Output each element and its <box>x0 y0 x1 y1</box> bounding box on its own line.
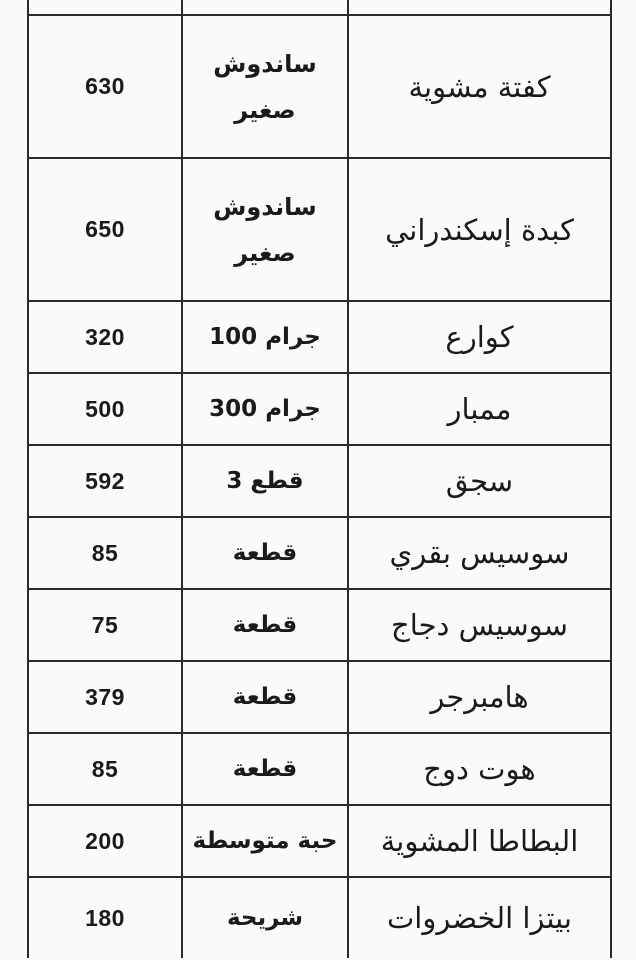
quantity-cell <box>182 373 348 445</box>
table-row-partial-top <box>28 0 611 15</box>
calories-value: 85 <box>91 539 119 566</box>
calories-value: 650 <box>85 216 125 242</box>
quantity-value: 300 جرام <box>209 396 321 422</box>
food-cell <box>348 158 611 301</box>
quantity-cell <box>182 15 348 158</box>
calories-cell <box>28 733 182 805</box>
food-name: البطاطا المشوية <box>380 824 579 858</box>
food-cell <box>348 373 611 445</box>
food-name: سوسيس بقري <box>389 536 570 570</box>
calories-cell <box>28 517 182 589</box>
quantity-cell <box>182 877 348 958</box>
calories-value: 180 <box>85 904 125 931</box>
calories-cell <box>28 158 182 301</box>
quantity-cell <box>182 445 348 517</box>
quantity-cell <box>182 158 348 301</box>
quantity-value: ساندوش صغير <box>213 49 317 124</box>
table-row <box>28 805 611 877</box>
food-name: هامبرجر <box>430 680 529 714</box>
quantity-cell <box>182 661 348 733</box>
food-cell <box>348 733 611 805</box>
calories-cell <box>28 301 182 373</box>
table-row <box>28 517 611 589</box>
calories-cell <box>28 445 182 517</box>
quantity-value: قطعة <box>232 756 298 782</box>
food-name: هوت دوج <box>423 752 536 786</box>
quantity-value: قطعة <box>232 540 298 566</box>
table-row <box>28 445 611 517</box>
quantity-value: حبة متوسطة <box>192 828 338 854</box>
calories-cell <box>28 805 182 877</box>
quantity-value: قطعة <box>232 684 298 710</box>
food-name: ممبار <box>447 392 512 426</box>
food-cell <box>348 301 611 373</box>
calories-value: 592 <box>85 467 125 494</box>
food-cell <box>348 589 611 661</box>
table-row <box>28 661 611 733</box>
quantity-cell <box>182 733 348 805</box>
food-name: كبدة إسكندراني <box>385 212 574 247</box>
calories-value: 85 <box>91 755 119 782</box>
table-row <box>28 589 611 661</box>
table-row <box>28 15 611 158</box>
table-row <box>28 158 611 301</box>
food-cell <box>348 517 611 589</box>
quantity-value: 3 قطع <box>226 468 304 494</box>
quantity-cell <box>182 805 348 877</box>
calories-cell <box>28 877 182 958</box>
calories-value: 75 <box>91 611 119 638</box>
food-cell <box>348 805 611 877</box>
food-cell <box>348 661 611 733</box>
food-name: كوارع <box>445 320 514 354</box>
food-cell <box>348 877 611 958</box>
quantity-value: ساندوش صغير <box>213 192 317 267</box>
quantity-value: 100 جرام <box>209 324 321 350</box>
calories-value: 500 <box>85 395 125 422</box>
calories-value: 630 <box>85 73 125 99</box>
calorie-table <box>27 0 612 958</box>
table-row <box>28 373 611 445</box>
food-cell <box>348 445 611 517</box>
calories-cell <box>28 661 182 733</box>
food-cell <box>348 15 611 158</box>
table-row <box>28 733 611 805</box>
calories-value: 200 <box>85 827 125 854</box>
food-name: بيتزا الخضروات <box>387 901 572 935</box>
food-name: سجق <box>445 464 514 498</box>
calories-cell <box>28 373 182 445</box>
calories-value: 379 <box>85 683 125 710</box>
food-name: كفتة مشوية <box>408 69 551 104</box>
calories-cell <box>28 589 182 661</box>
quantity-cell <box>182 301 348 373</box>
quantity-value: شريحة <box>226 905 304 931</box>
quantity-cell <box>182 517 348 589</box>
quantity-cell <box>182 589 348 661</box>
table-row <box>28 877 611 958</box>
table-row <box>28 301 611 373</box>
food-name: سوسيس دجاج <box>391 608 568 642</box>
quantity-value: قطعة <box>232 612 298 638</box>
calories-value: 320 <box>85 323 125 350</box>
calories-cell <box>28 15 182 158</box>
